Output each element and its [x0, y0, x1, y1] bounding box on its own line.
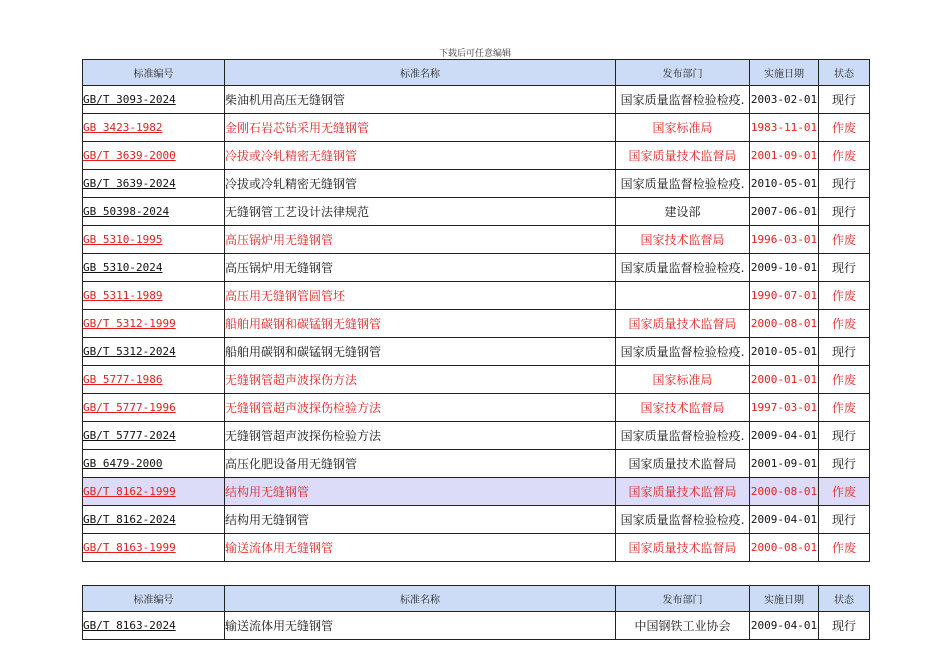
standard-code-link-cell: [83, 478, 225, 506]
status-cell: [819, 198, 870, 226]
effective-date: 2009-04-01: [750, 429, 818, 442]
status: 作废: [831, 317, 856, 331]
standard-code-link-cell: [83, 506, 225, 534]
status-cell: [819, 394, 870, 422]
publisher: 国家质量技术监督局: [628, 317, 737, 331]
status: 作废: [831, 149, 856, 163]
effective-date: 2000-01-01: [750, 373, 818, 386]
header-name: 标准名称: [225, 586, 616, 612]
status-cell: [819, 142, 870, 170]
standard-code-link[interactable]: GB/T 5777-2024: [83, 429, 176, 442]
publisher: 国家技术监督局: [640, 401, 725, 415]
table-row: [83, 506, 870, 534]
publisher-cell: [616, 338, 750, 366]
publisher-cell: [616, 142, 750, 170]
table-row: [83, 198, 870, 226]
standard-name-cell: [225, 366, 616, 394]
standard-code-link-cell: [83, 254, 225, 282]
publisher: 国家标准局: [652, 373, 713, 387]
status: 现行: [831, 429, 856, 443]
publisher: 国家质量监督检验检疫.: [620, 177, 745, 191]
standard-code-link[interactable]: GB/T 8162-1999: [83, 485, 176, 498]
standard-code-link[interactable]: GB 50398-2024: [83, 205, 170, 218]
standard-code-link-cell: [83, 170, 225, 198]
standard-name: 冷拔或冷轧精密无缝钢管: [225, 177, 358, 191]
table-body: [83, 612, 870, 640]
standard-name: 高压锅炉用无缝钢管: [225, 261, 334, 275]
standard-code-link[interactable]: GB/T 3093-2024: [83, 93, 176, 106]
header-status: 状态: [819, 60, 870, 86]
status: 作废: [831, 541, 856, 555]
effective-date-cell: [750, 478, 819, 506]
standard-code-link-cell: [83, 86, 225, 114]
status: 现行: [831, 261, 856, 275]
publisher: 建设部: [664, 205, 701, 219]
table-row: [83, 142, 870, 170]
status: 作废: [831, 401, 856, 415]
effective-date-cell: [750, 422, 819, 450]
standard-name: 柴油机用高压无缝钢管: [225, 93, 346, 107]
effective-date: 1997-03-01: [750, 401, 818, 414]
standard-code-link[interactable]: GB 6479-2000: [83, 457, 163, 470]
standard-name-cell: [225, 506, 616, 534]
standard-code-link-cell: [83, 450, 225, 478]
standard-name: 输送流体用无缝钢管: [225, 619, 334, 633]
standard-name-cell: [225, 142, 616, 170]
status: 现行: [831, 457, 856, 471]
table-body: [83, 86, 870, 562]
publisher-cell: [616, 534, 750, 562]
status: 现行: [831, 345, 856, 359]
standard-code-link-cell: [83, 534, 225, 562]
standard-code-link-cell: [83, 198, 225, 226]
effective-date-cell: [750, 450, 819, 478]
effective-date: 2000-08-01: [750, 317, 818, 330]
effective-date: 2001-09-01: [750, 149, 818, 162]
table-row: [83, 338, 870, 366]
effective-date: 1990-07-01: [750, 289, 818, 302]
standard-name-cell: [225, 170, 616, 198]
standard-code-link-cell: [83, 394, 225, 422]
status-cell: [819, 310, 870, 338]
publisher-cell: [616, 198, 750, 226]
publisher: 国家质量监督检验检疫.: [620, 345, 745, 359]
publisher: 国家质量技术监督局: [628, 457, 737, 471]
effective-date-cell: [750, 534, 819, 562]
standard-code-link[interactable]: GB 5310-2024: [83, 261, 163, 274]
table-row: [83, 310, 870, 338]
publisher: 国家质量监督检验检疫.: [620, 261, 745, 275]
standard-code-link[interactable]: GB/T 8163-1999: [83, 541, 176, 554]
effective-date-cell: [750, 394, 819, 422]
standard-name: 无缝钢管超声波探伤检验方法: [225, 401, 382, 415]
table-row: [83, 534, 870, 562]
standard-code-link[interactable]: GB 5311-1989: [83, 289, 163, 302]
effective-date: 2003-02-01: [750, 93, 818, 106]
effective-date: 2001-09-01: [750, 457, 818, 470]
publisher: 国家质量技术监督局: [628, 541, 737, 555]
publisher: 中国钢铁工业协会: [634, 619, 731, 633]
effective-date: 1983-11-01: [750, 121, 818, 134]
standard-name: 高压锅炉用无缝钢管: [225, 233, 334, 247]
table-row: [83, 254, 870, 282]
header-status: 状态: [819, 586, 870, 612]
standard-name: 船舶用碳钢和碳锰钢无缝钢管: [225, 317, 382, 331]
status-cell: [819, 170, 870, 198]
standard-name-cell: [225, 282, 616, 310]
status-cell: [819, 282, 870, 310]
publisher-cell: [616, 506, 750, 534]
status-cell: [819, 226, 870, 254]
publisher: 国家质量监督检验检疫.: [620, 429, 745, 443]
status-cell: [819, 366, 870, 394]
effective-date-cell: [750, 506, 819, 534]
table-row: [83, 114, 870, 142]
table-header-row: [83, 60, 870, 86]
standard-code-link[interactable]: GB/T 3639-2024: [83, 177, 176, 190]
table-row: [83, 86, 870, 114]
standard-name-cell: [225, 86, 616, 114]
standard-code-link[interactable]: GB 3423-1982: [83, 121, 163, 134]
publisher-cell: [616, 612, 750, 640]
standard-name-cell: [225, 114, 616, 142]
standard-code-link-cell: [83, 612, 225, 640]
status: 作废: [831, 289, 856, 303]
status: 现行: [831, 93, 856, 107]
publisher-cell: [616, 170, 750, 198]
publisher-cell: [616, 114, 750, 142]
publisher: 国家质量技术监督局: [628, 149, 737, 163]
effective-date-cell: [750, 338, 819, 366]
standard-name-cell: [225, 422, 616, 450]
publisher: 国家质量技术监督局: [628, 485, 737, 499]
effective-date-cell: [750, 226, 819, 254]
standard-name: 无缝钢管超声波探伤检验方法: [225, 429, 382, 443]
status: 作废: [831, 121, 856, 135]
publisher-cell: [616, 450, 750, 478]
standard-name: 冷拔或冷轧精密无缝钢管: [225, 149, 358, 163]
standard-code-link-cell: [83, 226, 225, 254]
page-header: 下载后可任意编辑: [438, 49, 511, 59]
standard-name: 金刚石岩芯钻采用无缝钢管: [225, 121, 370, 135]
status-cell: [819, 450, 870, 478]
standard-code-link[interactable]: GB/T 5312-1999: [83, 317, 176, 330]
table-row: [83, 422, 870, 450]
standard-name: 结构用无缝钢管: [225, 513, 310, 527]
standard-name: 无缝钢管超声波探伤方法: [225, 373, 358, 387]
table-row: [83, 450, 870, 478]
header-date: 实施日期: [750, 60, 819, 86]
standard-code-link[interactable]: GB/T 5777-1996: [83, 401, 176, 414]
header-publisher: 发布部门: [616, 586, 750, 612]
table-row: [83, 282, 870, 310]
standard-name-cell: [225, 338, 616, 366]
publisher: 国家标准局: [652, 121, 713, 135]
publisher: 国家质量监督检验检疫.: [620, 93, 745, 107]
standard-name-cell: [225, 254, 616, 282]
standard-name-cell: [225, 450, 616, 478]
effective-date: 1996-03-01: [750, 233, 818, 246]
status-cell: [819, 422, 870, 450]
effective-date-cell: [750, 310, 819, 338]
publisher: 国家技术监督局: [640, 233, 725, 247]
table-row: [83, 226, 870, 254]
standard-code-link[interactable]: GB/T 5312-2024: [83, 345, 176, 358]
effective-date: 2010-05-01: [750, 345, 818, 358]
effective-date: 2009-10-01: [750, 261, 818, 274]
table-header-row: [83, 586, 870, 612]
standard-name-cell: [225, 478, 616, 506]
publisher-cell: [616, 394, 750, 422]
effective-date: 2000-08-01: [750, 485, 818, 498]
publisher-cell: [616, 478, 750, 506]
publisher-cell: [616, 366, 750, 394]
table-row: [83, 366, 870, 394]
effective-date-cell: [750, 366, 819, 394]
header-publisher: 发布部门: [616, 60, 750, 86]
table-row: [83, 394, 870, 422]
status: 现行: [831, 513, 856, 527]
table-row: [83, 170, 870, 198]
header-date: 实施日期: [750, 586, 819, 612]
standard-name-cell: [225, 226, 616, 254]
standard-name: 输送流体用无缝钢管: [225, 541, 334, 555]
standard-code-link-cell: [83, 338, 225, 366]
publisher-cell: [616, 422, 750, 450]
standard-name-cell: [225, 612, 616, 640]
status: 作废: [831, 485, 856, 499]
standard-code-link-cell: [83, 114, 225, 142]
status: 现行: [831, 205, 856, 219]
effective-date: 2009-04-01: [750, 513, 818, 526]
status-cell: [819, 338, 870, 366]
publisher: 国家质量监督检验检疫.: [620, 513, 745, 527]
status: 现行: [831, 177, 856, 191]
status-cell: [819, 534, 870, 562]
effective-date-cell: [750, 86, 819, 114]
standard-code-link-cell: [83, 282, 225, 310]
standard-code-link-cell: [83, 366, 225, 394]
standard-name-cell: [225, 394, 616, 422]
publisher-cell: [616, 226, 750, 254]
status-cell: [819, 478, 870, 506]
standard-name-cell: [225, 534, 616, 562]
effective-date-cell: [750, 254, 819, 282]
standard-code-link-cell: [83, 310, 225, 338]
publisher-cell: [616, 282, 750, 310]
publisher-cell: [616, 310, 750, 338]
status-cell: [819, 86, 870, 114]
publisher-cell: [616, 86, 750, 114]
standard-name-cell: [225, 310, 616, 338]
effective-date: 2010-05-01: [750, 177, 818, 190]
effective-date-cell: [750, 198, 819, 226]
effective-date-cell: [750, 142, 819, 170]
effective-date: 2007-06-01: [750, 205, 818, 218]
header-name: 标准名称: [225, 60, 616, 86]
status: 作废: [831, 233, 856, 247]
standard-code-link[interactable]: GB/T 8162-2024: [83, 513, 176, 526]
effective-date: 2009-04-01: [750, 619, 818, 632]
header-code: 标准编号: [83, 586, 225, 612]
effective-date-cell: [750, 282, 819, 310]
standard-name-cell: [225, 198, 616, 226]
table-row: [83, 478, 870, 506]
standard-code-link[interactable]: GB/T 3639-2000: [83, 149, 176, 162]
effective-date-cell: [750, 114, 819, 142]
status-cell: [819, 506, 870, 534]
standard-name: 船舶用碳钢和碳锰钢无缝钢管: [225, 345, 382, 359]
effective-date-cell: [750, 612, 819, 640]
table-row: [83, 612, 870, 640]
standard-name: 高压用无缝钢管圆管坯: [225, 289, 346, 303]
standards-table-1: [82, 59, 870, 562]
header-code: 标准编号: [83, 60, 225, 86]
standards-table-2: [82, 585, 870, 640]
status: 作废: [831, 373, 856, 387]
publisher-cell: [616, 254, 750, 282]
status-cell: [819, 612, 870, 640]
effective-date: 2000-08-01: [750, 541, 818, 554]
status-cell: [819, 114, 870, 142]
status-cell: [819, 254, 870, 282]
standard-name: 高压化肥设备用无缝钢管: [225, 457, 358, 471]
standard-name: 结构用无缝钢管: [225, 485, 310, 499]
standard-code-link-cell: [83, 142, 225, 170]
standard-code-link[interactable]: GB 5777-1986: [83, 373, 163, 386]
standard-code-link-cell: [83, 422, 225, 450]
status: 现行: [831, 619, 856, 633]
effective-date-cell: [750, 170, 819, 198]
standard-code-link[interactable]: GB/T 8163-2024: [83, 619, 176, 632]
standard-code-link[interactable]: GB 5310-1995: [83, 233, 163, 246]
standard-name: 无缝钢管工艺设计法律规范: [225, 205, 370, 219]
